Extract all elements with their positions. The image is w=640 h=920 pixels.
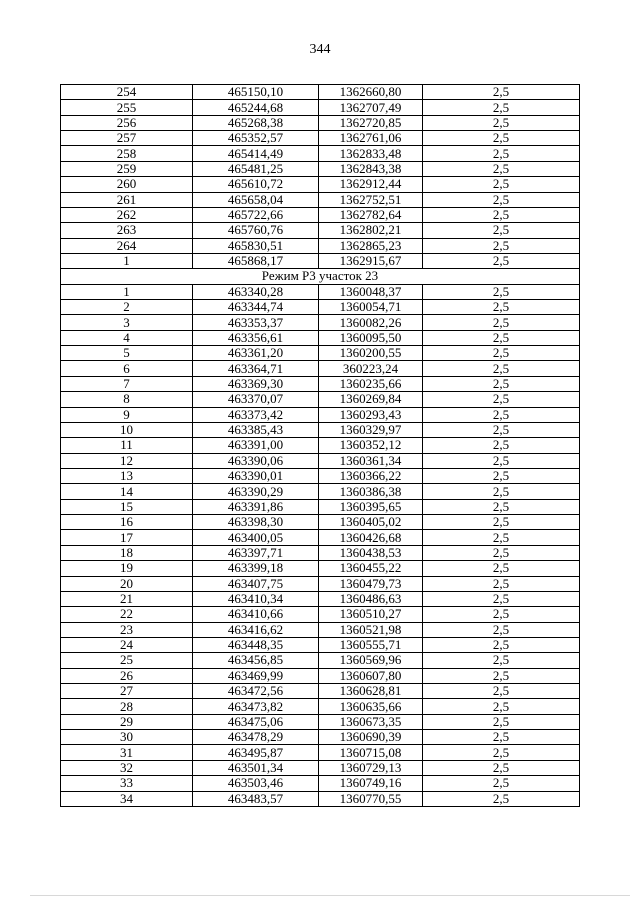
value-cell: 2,5 <box>423 115 580 130</box>
value-cell: 2,5 <box>423 714 580 729</box>
x-coordinate-cell: 463356,61 <box>193 330 319 345</box>
y-coordinate-cell: 1360569,96 <box>319 653 423 668</box>
table-row <box>61 85 580 100</box>
value-cell: 2,5 <box>423 361 580 376</box>
table-row <box>61 714 580 729</box>
point-number-cell: 22 <box>61 607 193 622</box>
table-row <box>61 392 580 407</box>
table-row <box>61 776 580 791</box>
y-coordinate-cell: 1360352,12 <box>319 438 423 453</box>
value-cell: 2,5 <box>423 315 580 330</box>
y-coordinate-cell: 1360200,55 <box>319 346 423 361</box>
table-row <box>61 207 580 222</box>
table-row <box>61 177 580 192</box>
point-number-cell: 263 <box>61 223 193 238</box>
table-row <box>61 300 580 315</box>
x-coordinate-cell: 463456,85 <box>193 653 319 668</box>
point-number-cell: 30 <box>61 730 193 745</box>
y-coordinate-cell: 1360770,55 <box>319 791 423 806</box>
x-coordinate-cell: 463370,07 <box>193 392 319 407</box>
value-cell: 2,5 <box>423 161 580 176</box>
table-row <box>61 576 580 591</box>
value-cell: 2,5 <box>423 238 580 253</box>
y-coordinate-cell: 1360095,50 <box>319 330 423 345</box>
table-row <box>61 545 580 560</box>
value-cell: 2,5 <box>423 607 580 622</box>
value-cell: 2,5 <box>423 177 580 192</box>
x-coordinate-cell: 463390,29 <box>193 484 319 499</box>
table-row <box>61 591 580 606</box>
table-row <box>61 791 580 806</box>
x-coordinate-cell: 465722,66 <box>193 207 319 222</box>
point-number-cell: 11 <box>61 438 193 453</box>
point-number-cell: 24 <box>61 637 193 652</box>
y-coordinate-cell: 1360555,71 <box>319 637 423 652</box>
table-row <box>61 192 580 207</box>
table-row <box>61 653 580 668</box>
point-number-cell: 4 <box>61 330 193 345</box>
point-number-cell: 10 <box>61 422 193 437</box>
y-coordinate-cell: 1360048,37 <box>319 284 423 299</box>
y-coordinate-cell: 1362802,21 <box>319 223 423 238</box>
table-row <box>61 468 580 483</box>
y-coordinate-cell: 1360082,26 <box>319 315 423 330</box>
table-row <box>61 238 580 253</box>
table-row <box>61 699 580 714</box>
point-number-cell: 262 <box>61 207 193 222</box>
table-body-part-2 <box>61 284 580 806</box>
y-coordinate-cell: 1360690,39 <box>319 730 423 745</box>
x-coordinate-cell: 463397,71 <box>193 545 319 560</box>
point-number-cell: 6 <box>61 361 193 376</box>
x-coordinate-cell: 463475,06 <box>193 714 319 729</box>
x-coordinate-cell: 465830,51 <box>193 238 319 253</box>
y-coordinate-cell: 1360521,98 <box>319 622 423 637</box>
value-cell: 2,5 <box>423 760 580 775</box>
x-coordinate-cell: 465150,10 <box>193 85 319 100</box>
y-coordinate-cell: 1360510,27 <box>319 607 423 622</box>
value-cell: 2,5 <box>423 545 580 560</box>
x-coordinate-cell: 463483,57 <box>193 791 319 806</box>
y-coordinate-cell: 1360329,97 <box>319 422 423 437</box>
y-coordinate-cell: 1362782,64 <box>319 207 423 222</box>
point-number-cell: 1 <box>61 284 193 299</box>
table-row <box>61 146 580 161</box>
x-coordinate-cell: 463503,46 <box>193 776 319 791</box>
x-coordinate-cell: 463478,29 <box>193 730 319 745</box>
table-row <box>61 453 580 468</box>
x-coordinate-cell: 463391,86 <box>193 499 319 514</box>
x-coordinate-cell: 463410,66 <box>193 607 319 622</box>
point-number-cell: 20 <box>61 576 193 591</box>
value-cell: 2,5 <box>423 223 580 238</box>
y-coordinate-cell: 1360405,02 <box>319 515 423 530</box>
x-coordinate-cell: 463344,74 <box>193 300 319 315</box>
x-coordinate-cell: 463495,87 <box>193 745 319 760</box>
point-number-cell: 21 <box>61 591 193 606</box>
y-coordinate-cell: 1360479,73 <box>319 576 423 591</box>
table-row <box>61 115 580 130</box>
y-coordinate-cell: 1360673,35 <box>319 714 423 729</box>
x-coordinate-cell: 463364,71 <box>193 361 319 376</box>
point-number-cell: 23 <box>61 622 193 637</box>
value-cell: 2,5 <box>423 699 580 714</box>
table-row <box>61 760 580 775</box>
table-body-part-1 <box>61 85 580 269</box>
value-cell: 2,5 <box>423 453 580 468</box>
point-number-cell: 16 <box>61 515 193 530</box>
value-cell: 2,5 <box>423 515 580 530</box>
value-cell: 2,5 <box>423 668 580 683</box>
x-coordinate-cell: 463501,34 <box>193 760 319 775</box>
table-row <box>61 131 580 146</box>
value-cell: 2,5 <box>423 407 580 422</box>
section-row <box>61 269 580 284</box>
value-cell: 2,5 <box>423 131 580 146</box>
x-coordinate-cell: 463407,75 <box>193 576 319 591</box>
table-row <box>61 407 580 422</box>
x-coordinate-cell: 463416,62 <box>193 622 319 637</box>
table-row <box>61 223 580 238</box>
value-cell: 2,5 <box>423 146 580 161</box>
x-coordinate-cell: 463361,20 <box>193 346 319 361</box>
x-coordinate-cell: 463390,06 <box>193 453 319 468</box>
table-row <box>61 530 580 545</box>
x-coordinate-cell: 465414,49 <box>193 146 319 161</box>
section-header <box>61 269 580 284</box>
point-number-cell: 264 <box>61 238 193 253</box>
value-cell: 2,5 <box>423 730 580 745</box>
table-row <box>61 361 580 376</box>
point-number-cell: 32 <box>61 760 193 775</box>
x-coordinate-cell: 463385,43 <box>193 422 319 437</box>
point-number-cell: 7 <box>61 376 193 391</box>
y-coordinate-cell: 1360749,16 <box>319 776 423 791</box>
value-cell: 2,5 <box>423 745 580 760</box>
value-cell: 2,5 <box>423 530 580 545</box>
y-coordinate-cell: 1360361,34 <box>319 453 423 468</box>
value-cell: 2,5 <box>423 100 580 115</box>
point-number-cell: 34 <box>61 791 193 806</box>
y-coordinate-cell: 1360455,22 <box>319 561 423 576</box>
value-cell: 2,5 <box>423 284 580 299</box>
y-coordinate-cell: 1360395,65 <box>319 499 423 514</box>
point-number-cell: 15 <box>61 499 193 514</box>
table-row <box>61 561 580 576</box>
x-coordinate-cell: 465244,68 <box>193 100 319 115</box>
table-row <box>61 100 580 115</box>
x-coordinate-cell: 465868,17 <box>193 253 319 268</box>
x-coordinate-cell: 463390,01 <box>193 468 319 483</box>
point-number-cell: 255 <box>61 100 193 115</box>
table-row <box>61 422 580 437</box>
point-number-cell: 12 <box>61 453 193 468</box>
x-coordinate-cell: 463369,30 <box>193 376 319 391</box>
x-coordinate-cell: 463472,56 <box>193 684 319 699</box>
value-cell: 2,5 <box>423 576 580 591</box>
value-cell: 2,5 <box>423 392 580 407</box>
table-row <box>61 730 580 745</box>
scan-edge-line <box>30 895 630 896</box>
table-row <box>61 484 580 499</box>
point-number-cell: 28 <box>61 699 193 714</box>
value-cell: 2,5 <box>423 330 580 345</box>
point-number-cell: 25 <box>61 653 193 668</box>
x-coordinate-cell: 463391,00 <box>193 438 319 453</box>
table-row <box>61 346 580 361</box>
value-cell: 2,5 <box>423 192 580 207</box>
y-coordinate-cell: 1362912,44 <box>319 177 423 192</box>
table-row <box>61 684 580 699</box>
point-number-cell: 31 <box>61 745 193 760</box>
x-coordinate-cell: 465268,38 <box>193 115 319 130</box>
y-coordinate-cell: 1360635,66 <box>319 699 423 714</box>
y-coordinate-cell: 1360293,43 <box>319 407 423 422</box>
value-cell: 2,5 <box>423 85 580 100</box>
point-number-cell: 261 <box>61 192 193 207</box>
coordinates-table <box>60 84 580 807</box>
y-coordinate-cell: 1362915,67 <box>319 253 423 268</box>
value-cell: 2,5 <box>423 776 580 791</box>
y-coordinate-cell: 1360438,53 <box>319 545 423 560</box>
page-number: 344 <box>309 42 331 57</box>
x-coordinate-cell: 463373,42 <box>193 407 319 422</box>
y-coordinate-cell: 1360715,08 <box>319 745 423 760</box>
section-title: Режим Р3 участок 23 <box>61 269 580 284</box>
point-number-cell: 254 <box>61 85 193 100</box>
y-coordinate-cell: 1360386,38 <box>319 484 423 499</box>
y-coordinate-cell: 1362720,85 <box>319 115 423 130</box>
y-coordinate-cell: 1362761,06 <box>319 131 423 146</box>
value-cell: 2,5 <box>423 561 580 576</box>
value-cell: 2,5 <box>423 300 580 315</box>
point-number-cell: 3 <box>61 315 193 330</box>
point-number-cell: 26 <box>61 668 193 683</box>
x-coordinate-cell: 463353,37 <box>193 315 319 330</box>
value-cell: 2,5 <box>423 438 580 453</box>
table-row <box>61 315 580 330</box>
table-row <box>61 161 580 176</box>
value-cell: 2,5 <box>423 622 580 637</box>
value-cell: 2,5 <box>423 484 580 499</box>
value-cell: 2,5 <box>423 591 580 606</box>
value-cell: 2,5 <box>423 207 580 222</box>
y-coordinate-cell: 1362833,48 <box>319 146 423 161</box>
x-coordinate-cell: 465481,25 <box>193 161 319 176</box>
y-coordinate-cell: 1362707,49 <box>319 100 423 115</box>
point-number-cell: 256 <box>61 115 193 130</box>
x-coordinate-cell: 463400,05 <box>193 530 319 545</box>
x-coordinate-cell: 465760,76 <box>193 223 319 238</box>
point-number-cell: 29 <box>61 714 193 729</box>
y-coordinate-cell: 1362660,80 <box>319 85 423 100</box>
table-row <box>61 515 580 530</box>
table-row <box>61 330 580 345</box>
point-number-cell: 9 <box>61 407 193 422</box>
value-cell: 2,5 <box>423 499 580 514</box>
value-cell: 2,5 <box>423 637 580 652</box>
x-coordinate-cell: 463473,82 <box>193 699 319 714</box>
x-coordinate-cell: 463340,28 <box>193 284 319 299</box>
table-row <box>61 499 580 514</box>
value-cell: 2,5 <box>423 422 580 437</box>
x-coordinate-cell: 465352,57 <box>193 131 319 146</box>
point-number-cell: 260 <box>61 177 193 192</box>
y-coordinate-cell: 1360366,22 <box>319 468 423 483</box>
point-number-cell: 259 <box>61 161 193 176</box>
point-number-cell: 257 <box>61 131 193 146</box>
y-coordinate-cell: 1360054,71 <box>319 300 423 315</box>
point-number-cell: 33 <box>61 776 193 791</box>
point-number-cell: 18 <box>61 545 193 560</box>
x-coordinate-cell: 463399,18 <box>193 561 319 576</box>
y-coordinate-cell: 1362752,51 <box>319 192 423 207</box>
y-coordinate-cell: 1360426,68 <box>319 530 423 545</box>
y-coordinate-cell: 1360607,80 <box>319 668 423 683</box>
y-coordinate-cell: 1360269,84 <box>319 392 423 407</box>
table-row <box>61 668 580 683</box>
x-coordinate-cell: 463410,34 <box>193 591 319 606</box>
value-cell: 2,5 <box>423 684 580 699</box>
y-coordinate-cell: 1360486,63 <box>319 591 423 606</box>
table-row <box>61 376 580 391</box>
x-coordinate-cell: 463398,30 <box>193 515 319 530</box>
x-coordinate-cell: 463448,35 <box>193 637 319 652</box>
value-cell: 2,5 <box>423 791 580 806</box>
point-number-cell: 13 <box>61 468 193 483</box>
value-cell: 2,5 <box>423 346 580 361</box>
point-number-cell: 258 <box>61 146 193 161</box>
point-number-cell: 19 <box>61 561 193 576</box>
table-row <box>61 745 580 760</box>
table-row <box>61 637 580 652</box>
y-coordinate-cell: 360223,24 <box>319 361 423 376</box>
y-coordinate-cell: 1362865,23 <box>319 238 423 253</box>
table-row <box>61 253 580 268</box>
y-coordinate-cell: 1360628,81 <box>319 684 423 699</box>
y-coordinate-cell: 1360235,66 <box>319 376 423 391</box>
point-number-cell: 1 <box>61 253 193 268</box>
x-coordinate-cell: 465658,04 <box>193 192 319 207</box>
value-cell: 2,5 <box>423 653 580 668</box>
y-coordinate-cell: 1362843,38 <box>319 161 423 176</box>
point-number-cell: 27 <box>61 684 193 699</box>
value-cell: 2,5 <box>423 376 580 391</box>
table-row <box>61 607 580 622</box>
value-cell: 2,5 <box>423 253 580 268</box>
x-coordinate-cell: 463469,99 <box>193 668 319 683</box>
point-number-cell: 14 <box>61 484 193 499</box>
x-coordinate-cell: 465610,72 <box>193 177 319 192</box>
point-number-cell: 8 <box>61 392 193 407</box>
table-row <box>61 284 580 299</box>
point-number-cell: 17 <box>61 530 193 545</box>
table-row <box>61 438 580 453</box>
y-coordinate-cell: 1360729,13 <box>319 760 423 775</box>
point-number-cell: 2 <box>61 300 193 315</box>
table-row <box>61 622 580 637</box>
value-cell: 2,5 <box>423 468 580 483</box>
point-number-cell: 5 <box>61 346 193 361</box>
